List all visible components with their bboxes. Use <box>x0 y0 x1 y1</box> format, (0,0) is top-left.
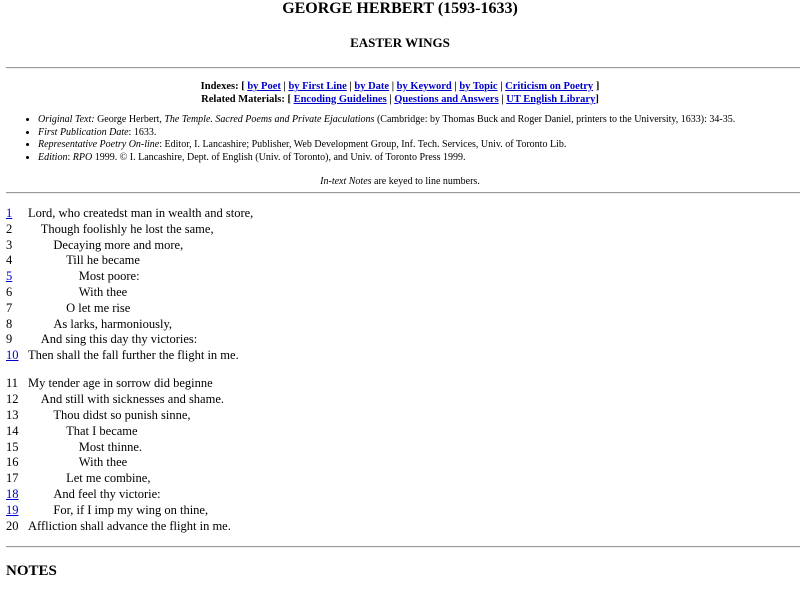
poem-line <box>6 503 253 519</box>
divider-top <box>6 67 800 69</box>
meta-rpo <box>38 139 800 152</box>
link-by-date[interactable]: by Date <box>354 81 390 92</box>
first-pub-label: First Publication Date <box>38 126 129 138</box>
line-note-link[interactable]: 19 <box>6 502 19 517</box>
poem-line <box>6 376 253 392</box>
link-by-first-line[interactable]: by First Line <box>288 81 347 92</box>
meta-first-publication <box>38 127 800 140</box>
bracket-close: ] <box>595 94 599 105</box>
bracket-open: [ <box>241 81 245 92</box>
line-number: 14 <box>6 423 19 438</box>
line-text: Thou didst so punish sinne, <box>53 408 191 423</box>
line-text: That I became <box>66 423 138 438</box>
poem-line <box>6 440 253 456</box>
intext-notes-label: In-text Notes <box>320 176 372 187</box>
line-number: 20 <box>6 518 19 533</box>
separator: | <box>500 81 503 92</box>
line-note-link[interactable]: 18 <box>6 487 19 502</box>
original-author: George Herbert, <box>97 114 162 125</box>
link-ut-english-library[interactable]: UT English Library <box>506 94 596 105</box>
poem-line <box>6 471 253 487</box>
poem-line <box>6 519 253 535</box>
edition-colon: : <box>67 151 71 163</box>
line-number: 13 <box>6 408 19 423</box>
line-text: Most thinne. <box>78 439 142 454</box>
poem-line <box>6 487 253 503</box>
link-by-topic[interactable]: by Topic <box>459 81 498 92</box>
first-pub-value: : 1633. <box>128 126 157 138</box>
line-text: With thee <box>78 284 128 299</box>
poem-line <box>6 238 253 254</box>
stanza-1 <box>6 206 253 364</box>
line-number: 2 <box>6 221 13 236</box>
poem-line <box>6 317 253 333</box>
separator: | <box>389 94 392 105</box>
line-number: 8 <box>6 316 13 331</box>
line-text: Let me combine, <box>66 471 151 486</box>
line-number <box>6 503 28 519</box>
line-text: And sing this day thy victories: <box>40 332 198 347</box>
poem-line <box>6 348 253 364</box>
indexes-row <box>0 80 800 93</box>
line-text: Most poore: <box>78 269 140 284</box>
index-nav <box>0 80 800 106</box>
separator: | <box>391 81 395 92</box>
line-text: For, if I imp my wing on thine, <box>53 502 209 517</box>
stanza-2 <box>6 376 253 534</box>
rpo-label: Representative Poetry On-line <box>38 139 160 150</box>
line-text: O let me rise <box>66 300 131 315</box>
line-text: Though foolishly he lost the same, <box>40 221 214 236</box>
line-number <box>6 206 28 222</box>
poem-line <box>6 408 253 424</box>
line-text: Affliction shall advance the flight in me. <box>28 518 231 533</box>
poem-line <box>6 222 253 238</box>
link-criticism-on-poetry[interactable]: Criticism on Poetry <box>505 81 594 92</box>
stanza-gap <box>6 364 253 377</box>
divider-middle <box>6 192 800 194</box>
link-by-poet[interactable]: by Poet <box>247 81 281 92</box>
separator: | <box>454 81 457 92</box>
original-text-label: Original Text: <box>38 114 95 125</box>
edition-label: Edition <box>38 151 68 163</box>
page-title: GEORGE HERBERT (1593-1633) <box>282 0 518 17</box>
bracket-close: ] <box>595 81 600 92</box>
separator: | <box>501 94 504 105</box>
line-text: With thee <box>78 455 128 470</box>
bracket-open: [ <box>287 94 291 105</box>
related-label: Related Materials: <box>201 94 285 105</box>
line-number: 3 <box>6 237 13 252</box>
poem-line <box>6 424 253 440</box>
line-number: 9 <box>6 332 13 347</box>
line-number: 6 <box>6 284 13 299</box>
separator: | <box>349 81 352 92</box>
poem-line <box>6 285 253 301</box>
line-number <box>6 269 28 285</box>
indexes-label: Indexes: <box>200 81 239 92</box>
intext-notes-text: are keyed to line numbers. <box>374 176 480 187</box>
line-number: 17 <box>6 471 19 486</box>
poem-title: EASTER WINGS <box>350 35 450 50</box>
poem-line <box>6 455 253 471</box>
line-text: Decaying more and more, <box>53 237 184 252</box>
meta-edition <box>38 152 800 165</box>
line-text: And still with sicknesses and shame. <box>40 392 225 407</box>
line-number <box>6 348 28 364</box>
poem-line <box>6 301 253 317</box>
poem-body <box>6 206 253 534</box>
line-text: And feel thy victorie: <box>53 487 161 502</box>
divider-bottom <box>6 546 800 548</box>
line-number: 16 <box>6 455 19 470</box>
line-number: 15 <box>6 439 19 454</box>
line-text: Till he became <box>66 253 140 268</box>
line-number <box>6 487 28 503</box>
line-number: 7 <box>6 300 13 315</box>
original-citation: (Cambridge: by Thomas Buck and Roger Daniel, printers to the University, 1633): 34-35. <box>376 114 736 125</box>
line-text: Lord, who createdst man in wealth and store, <box>28 206 254 220</box>
metadata-list <box>0 114 800 164</box>
line-note-link[interactable]: 1 <box>6 206 13 220</box>
poem-line <box>6 392 253 408</box>
poem-line <box>6 206 253 222</box>
original-title: The Temple. Sacred Poems and Private Ejaculations <box>164 114 375 125</box>
line-number: 11 <box>6 376 19 391</box>
separator: | <box>283 81 286 92</box>
intext-notes-line <box>0 176 800 187</box>
poem-line <box>6 253 253 269</box>
poem-line <box>6 332 253 348</box>
line-number: 12 <box>6 392 19 407</box>
meta-original-text <box>38 114 800 127</box>
rpo-value: : Editor, I. Lancashire; Publisher, Web Development Group, Inf. Tech. Services, Univ. of Toronto Lib. <box>159 139 567 150</box>
poem-line <box>6 269 253 285</box>
line-text: My tender age in sorrow did beginne <box>28 376 213 391</box>
line-number: 4 <box>6 253 13 268</box>
link-by-keyword[interactable]: by Keyword <box>396 81 452 92</box>
edition-value: 1999. © I. Lancashire, Dept. of English (Univ. of Toronto), and Univ. of Toronto Press 1999. <box>94 151 466 163</box>
line-text: Then shall the fall further the flight in me. <box>28 348 239 363</box>
notes-heading: NOTES <box>6 563 57 579</box>
line-text: As larks, harmoniously, <box>53 316 173 331</box>
line-note-link[interactable]: 10 <box>6 348 19 363</box>
link-questions-and-answers[interactable]: Questions and Answers <box>394 94 499 105</box>
edition-rpo: RPO <box>72 151 93 163</box>
line-note-link[interactable]: 5 <box>6 269 13 284</box>
link-encoding-guidelines[interactable]: Encoding Guidelines <box>293 94 387 105</box>
related-row <box>0 93 800 106</box>
